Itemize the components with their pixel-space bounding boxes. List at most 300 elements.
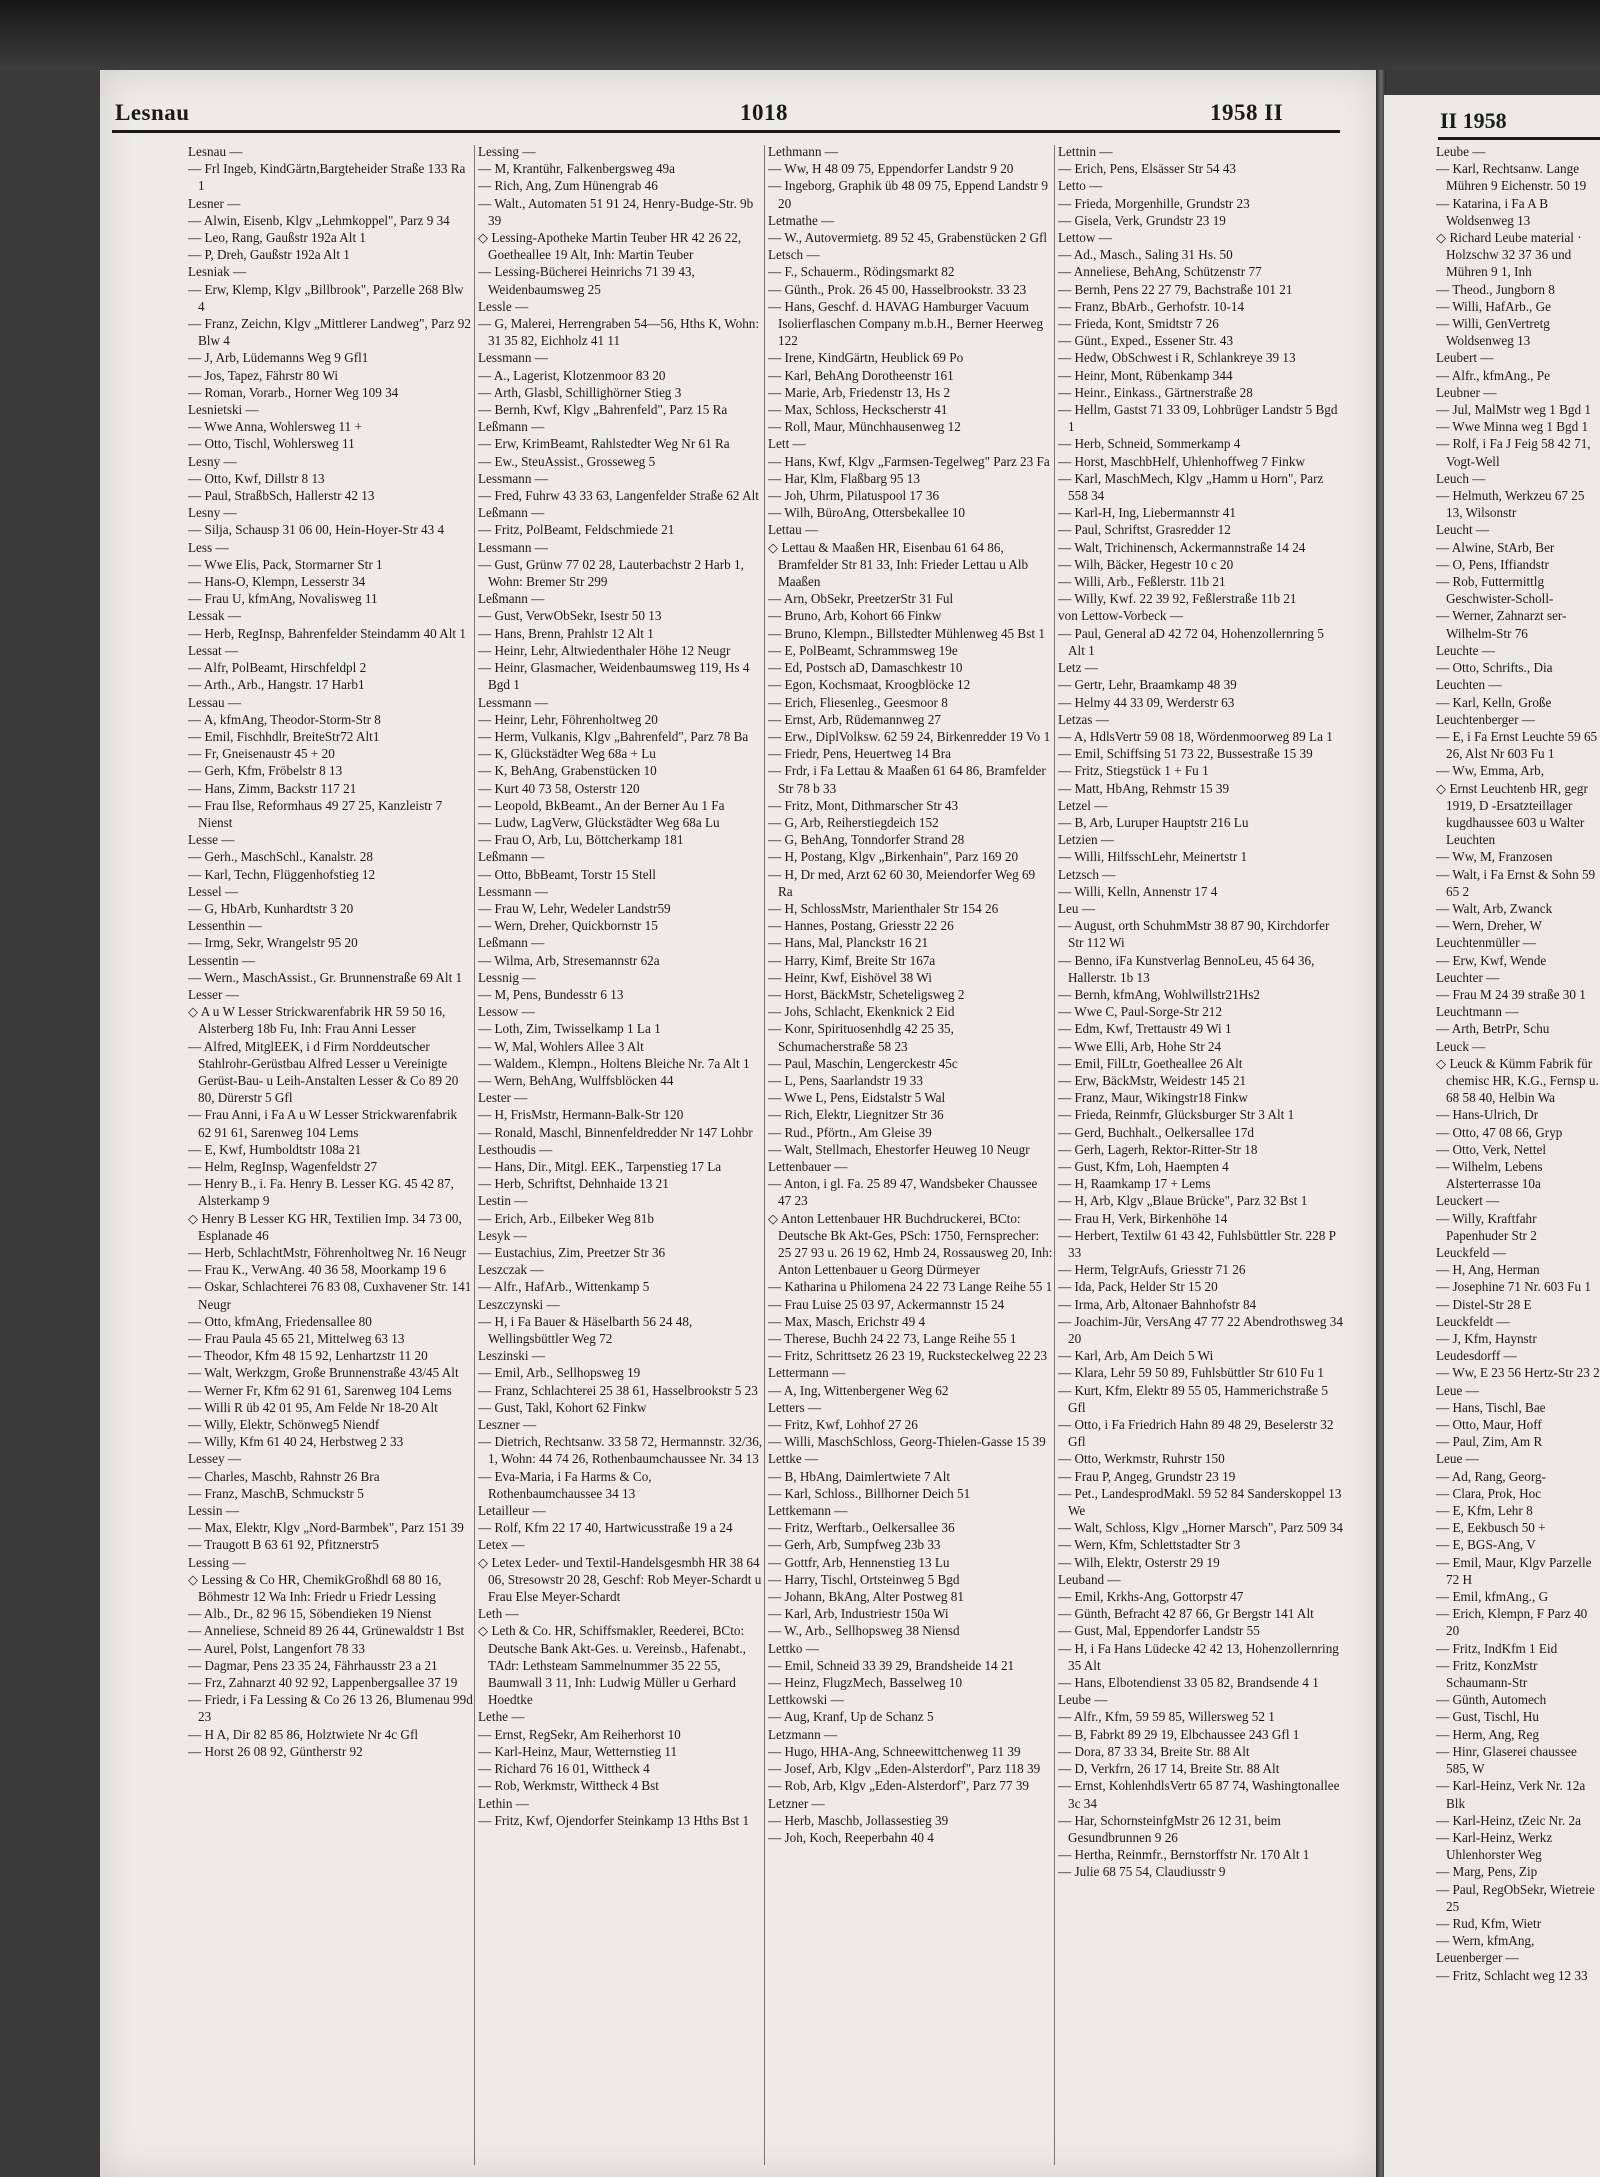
directory-entry: — Pet., LandesprodMakl. 59 52 84 Sanderskoppel 13 We	[1058, 1485, 1342, 1519]
column-divider	[764, 145, 765, 2165]
directory-entry: — O, Pens, Iffiandstr	[1436, 556, 1549, 572]
directory-entry: — Gust, Takl, Kohort 62 Finkw	[478, 1399, 647, 1415]
directory-entry: — Wern, kfmAng,	[1436, 1933, 1535, 1949]
directory-entry: — G, Arb, Reiherstiegdeich 152	[768, 814, 939, 830]
header-rule	[112, 130, 1340, 133]
directory-entry: Lettkowski —	[768, 1692, 844, 1708]
directory-entry: — Arth., Arb., Hangstr. 17 Harb1	[188, 677, 365, 693]
directory-entry: — Distel-Str 28 E	[1436, 1296, 1532, 1312]
directory-entry: — Otto, Maur, Hoff	[1436, 1417, 1542, 1433]
directory-entry: — Willy, Kwf. 22 39 92, Feßlerstraße 11b 21	[1058, 591, 1297, 607]
directory-entry: — Bruno, Klempn., Billstedter Mühlenweg 45 Bst 1	[768, 625, 1045, 641]
directory-entry: — Helm, RegInsp, Wagenfeldstr 27	[188, 1158, 378, 1174]
directory-entry: ◇ Leth & Co. HR, Schiffsmakler, Reederei, BCto: Deutsche Bank Akt-Ges. u. Vereinsb., Hafenabt., TAdr: Lethsteam Sammelnummer 35 22 55, Baumwall 3 11, Inh: Ludwig Müller u Gerhard Hoedtke	[478, 1623, 746, 1708]
directory-entry: — Ida, Pack, Helder Str 15 20	[1058, 1279, 1218, 1295]
directory-entry: — Gust, Tischl, Hu	[1436, 1709, 1539, 1725]
directory-entry: — Rich, Ang, Zum Hünengrab 46	[478, 178, 658, 194]
directory-entry: — Erw, Kwf, Wende	[1436, 952, 1547, 968]
directory-entry: — Wern, Kfm, Schlettstadter Str 3	[1058, 1537, 1241, 1553]
directory-entry: — Otto, i Fa Friedrich Hahn 89 48 29, Beselerstr 32 Gfl	[1058, 1417, 1334, 1450]
directory-entry: — Gottfr, Arb, Hennenstieg 13 Lu	[768, 1554, 950, 1570]
directory-entry: Less —	[188, 539, 229, 555]
directory-column-4	[1058, 143, 1343, 2173]
directory-entry: Leubner —	[1436, 384, 1497, 400]
directory-entry: — Hertha, Reinmfr., Bernstorffstr Nr. 170 Alt 1	[1058, 1847, 1310, 1863]
directory-entry: — Heinr, Lehr, Föhrenholtweg 20	[478, 711, 658, 727]
directory-entry: — E, Kfm, Lehr 8	[1436, 1503, 1533, 1519]
directory-entry: Letzel —	[1058, 797, 1108, 813]
directory-entry: — Katharina u Philomena 24 22 73 Lange Reihe 55 1	[768, 1279, 1053, 1295]
directory-entry: — Helmuth, Werkzeu 67 25 13, Wilsonstr	[1436, 488, 1585, 521]
directory-entry: — Konr, Spirituosenhdlg 42 25 35, Schumacherstraße 58 23	[768, 1021, 954, 1054]
directory-entry: — Werner Fr, Kfm 62 91 61, Sarenweg 104 Lems	[188, 1382, 452, 1398]
directory-entry: — E, BGS-Ang, V	[1436, 1537, 1536, 1553]
directory-entry: — Alb., Dr., 82 96 15, Söbendieken 19 Nienst	[188, 1606, 432, 1622]
directory-entry: — Werner, Zahnarzt ser-Wilhelm-Str 76	[1436, 608, 1567, 641]
directory-entry: Leßmann —	[478, 419, 545, 435]
directory-entry: — W., Autovermietg. 89 52 45, Grabenstücken 2 Gfl	[768, 230, 1048, 246]
directory-entry: — Harry, Kimf, Breite Str 167a	[768, 952, 936, 968]
directory-entry: Leßmann —	[478, 935, 545, 951]
directory-entry: — Matt, HbAng, Rehmstr 15 39	[1058, 780, 1230, 796]
directory-entry: — Erw, BäckMstr, Weidestr 145 21	[1058, 1072, 1247, 1088]
directory-entry: — Ww, M, Franzosen	[1436, 849, 1553, 865]
directory-entry: Letters —	[768, 1399, 822, 1415]
directory-entry: — P, Dreh, Gaußstr 192a Alt 1	[188, 247, 350, 263]
directory-entry: — Frieda, Reinmfr, Glücksburger Str 3 Alt 1	[1058, 1107, 1295, 1123]
directory-entry: — Fritz, Mont, Dithmarscher Str 43	[768, 797, 959, 813]
directory-entry: — G, BehAng, Tonndorfer Strand 28	[768, 832, 965, 848]
directory-entry: — Wilh, Elektr, Osterstr 29 19	[1058, 1554, 1220, 1570]
directory-entry: — Franz, Zeichn, Klgv „Mittlerer Landweg", Parz 92 Blw 4	[188, 316, 471, 349]
directory-entry: — Hugo, HHA-Ang, Schneewittchenweg 11 39	[768, 1743, 1021, 1759]
directory-entry: — Fritz, KonzMstr Schaumann-Str	[1436, 1657, 1538, 1691]
directory-entry: — M, Pens, Bundesstr 6 13	[478, 986, 624, 1002]
directory-entry: Lett —	[768, 436, 806, 452]
directory-entry: — E, Eekbusch 50 +	[1436, 1520, 1546, 1536]
directory-entry: Lesnietski —	[188, 402, 259, 418]
directory-entry: — Frau Luise 25 03 97, Ackermannstr 15 24	[768, 1296, 1005, 1312]
directory-entry: — Heinr., Einkass., Gärtnerstraße 28	[1058, 384, 1253, 400]
directory-entry: — Erich, Pens, Elsässer Str 54 43	[1058, 161, 1237, 177]
directory-entry: — Emil, Krkhs-Ang, Gottorpstr 47	[1058, 1589, 1244, 1605]
directory-entry: Letz —	[1058, 660, 1098, 676]
directory-entry: — Günth, Automech	[1436, 1692, 1547, 1708]
directory-entry: Letex —	[478, 1537, 525, 1553]
directory-entry: — Hans, Zimm, Backstr 117 21	[188, 780, 357, 796]
directory-entry: Lesniak —	[188, 264, 247, 280]
directory-entry: — Frau W, Lehr, Wedeler Landstr59	[478, 900, 671, 916]
directory-entry: Lesny —	[188, 505, 237, 521]
directory-entry: — Frau Ilse, Reformhaus 49 27 25, Kanzleistr 7 Nienst	[188, 797, 443, 830]
directory-entry: ◇ A u W Lesser Strickwarenfabrik HR 59 50 16, Alsterberg 18b Fu, Inh: Frau Anni Lesser	[188, 1004, 446, 1037]
directory-entry: — Alfr., HafArb., Wittenkamp 5	[478, 1279, 650, 1295]
directory-entry: — Leo, Rang, Gaußstr 192a Alt 1	[188, 230, 367, 246]
directory-entry: — Wwe C, Paul-Sorge-Str 212	[1058, 1004, 1222, 1020]
directory-entry: — Hans, Brenn, Prahlstr 12 Alt 1	[478, 625, 654, 641]
directory-entry: Lettko —	[768, 1640, 819, 1656]
directory-entry: Leßmann —	[478, 591, 545, 607]
directory-entry: Lessmann —	[478, 694, 548, 710]
directory-entry: — Günth, Befracht 42 87 66, Gr Bergstr 141 Alt	[1058, 1606, 1314, 1622]
directory-entry: — Frau Anni, i Fa A u W Lesser Strickwarenfabrik 62 91 61, Sarenweg 104 Lems	[188, 1107, 458, 1140]
directory-entry: — Hans, Mal, Planckstr 16 21	[768, 935, 929, 951]
directory-entry: — Herb, RegInsp, Bahrenfelder Steindamm 40 Alt 1	[188, 625, 466, 641]
directory-entry: — Charles, Maschb, Rahnstr 26 Bra	[188, 1468, 380, 1484]
directory-entry: — Hannes, Postang, Griesstr 22 26	[768, 918, 954, 934]
directory-entry: Lesse —	[188, 832, 235, 848]
directory-entry: ◇ Richard Leube material · Holzschw 32 37 36 und Mühren 9 1, Inh	[1436, 230, 1582, 280]
directory-entry: — H A, Dir 82 85 86, Holztwiete Nr 4c Gfl	[188, 1726, 419, 1742]
directory-entry: — Bernh, Kwf, Klgv „Bahrenfeld", Parz 15 Ra	[478, 402, 728, 418]
directory-entry: — Herm, Vulkanis, Klgv „Bahrenfeld", Parz 78 Ba	[478, 728, 749, 744]
directory-entry: Leuck —	[1436, 1038, 1486, 1054]
directory-entry: — Frau O, Arb, Lu, Böttcherkamp 181	[478, 832, 684, 848]
directory-entry: Letto —	[1058, 178, 1103, 194]
directory-entry: Lessmann —	[478, 350, 548, 366]
directory-entry: — Gerh., MaschSchl., Kanalstr. 28	[188, 849, 373, 865]
directory-entry: — Gisela, Verk, Grundstr 23 19	[1058, 212, 1226, 228]
directory-entry: Lessak —	[188, 608, 242, 624]
directory-entry: — Fritz, Schrittsetz 26 23 19, Rucksteckelweg 22 23	[768, 1348, 1048, 1364]
directory-entry: — Rolf, i Fa J Feig 58 42 71, Vogt-Well	[1436, 436, 1591, 469]
directory-entry: — H, Ang, Herman	[1436, 1262, 1540, 1278]
directory-entry: Leszczynski —	[478, 1296, 560, 1312]
directory-entry: — Herbert, Textilw 61 43 42, Fuhlsbüttler Str. 228 P 33	[1058, 1227, 1336, 1260]
directory-entry: Leu —	[1058, 900, 1095, 916]
directory-entry: — Wern., MaschAssist., Gr. Brunnenstraße 69 Alt 1	[188, 969, 463, 985]
directory-entry: — Emil, Schiffsing 51 73 22, Bussestraße 15 39	[1058, 746, 1313, 762]
directory-entry: — K, Glückstädter Weg 68a + Lu	[478, 746, 656, 762]
directory-entry: Letzner —	[768, 1795, 825, 1811]
directory-entry: — Paul, Maschin, Lengerckestr 45c	[768, 1055, 958, 1071]
directory-entry: — K, BehAng, Grabenstücken 10	[478, 763, 657, 779]
directory-entry: — Heinr, Kwf, Eishövel 38 Wi	[768, 969, 932, 985]
directory-entry: — W, Mal, Wohlers Allee 3 Alt	[478, 1038, 644, 1054]
directory-entry: — Waldem., Klempn., Holtens Bleiche Nr. 7a Alt 1	[478, 1055, 750, 1071]
directory-entry: — W., Arb., Sellhopsweg 38 Niensd	[768, 1623, 960, 1639]
page-number: 1018	[740, 100, 788, 125]
directory-entry: Lethe —	[478, 1709, 525, 1725]
directory-entry: — Paul, General aD 42 72 04, Hohenzollernring 5 Alt 1	[1058, 625, 1324, 658]
directory-entry: — Joh, Uhrm, Pilatuspool 17 36	[768, 488, 940, 504]
directory-entry: — Joachim-Jür, VersAng 47 77 22 Abendrothsweg 34 20	[1058, 1313, 1343, 1347]
directory-entry: — Erich, Arb., Eilbeker Weg 81b	[478, 1210, 654, 1226]
directory-entry: — Herb, Maschb, Jollassestieg 39	[768, 1812, 949, 1828]
directory-entry: — Anton, i gl. Fa. 25 89 47, Wandsbeker Chaussee 47 23	[768, 1176, 1038, 1209]
directory-entry: Leuchte —	[1436, 642, 1495, 658]
directory-entry: Leubert —	[1436, 350, 1494, 366]
directory-entry: Lettke —	[768, 1451, 819, 1467]
directory-entry: Lesnau —	[188, 144, 243, 159]
directory-entry: — Roll, Maur, Münchhausenweg 12	[768, 419, 961, 435]
directory-entry: Letzsch —	[1058, 866, 1116, 882]
directory-entry: — August, orth SchuhmMstr 38 87 90, Kirchdorfer Str 112 Wi	[1058, 918, 1330, 951]
directory-entry: — Frau K., VerwAng. 40 36 58, Moorkamp 19 6	[188, 1262, 446, 1278]
directory-entry: — Otto, Tischl, Wohlersweg 11	[188, 436, 355, 452]
directory-entry: — Theod., Jungborn 8	[1436, 281, 1555, 297]
directory-entry: — Lessing-Bücherei Heinrichs 71 39 43, Weidenbaumsweg 25	[478, 264, 695, 297]
directory-entry: — Dietrich, Rechtsanw. 33 58 72, Hermannstr. 32/36, 1, Wohn: 44 74 26, Rothenbaumchaussee Nr. 34 13	[478, 1434, 763, 1467]
directory-column-1	[188, 143, 473, 2173]
directory-entry: — Rob, Werkmstr, Wittheck 4 Bst	[478, 1778, 659, 1794]
directory-entry: — Gust, VerwObSekr, Isestr 50 13	[478, 608, 662, 624]
directory-entry: — Herm, TelgrAufs, Griesstr 71 26	[1058, 1262, 1246, 1278]
directory-entry: Lestin —	[478, 1193, 528, 1209]
directory-entry: — Anneliese, BehAng, Schützenstr 77	[1058, 264, 1262, 280]
directory-entry: — Egon, Kochsmaat, Kroogblöcke 12	[768, 677, 971, 693]
directory-entry: Letzmann —	[768, 1726, 838, 1742]
directory-entry: — Irene, KindGärtn, Heublick 69 Po	[768, 350, 964, 366]
directory-entry: — Anneliese, Schneid 89 26 44, Grünewaldstr 1 Bst	[188, 1623, 465, 1639]
directory-entry: — Wilhelm, Lebens Alsterterrasse 10a	[1436, 1158, 1543, 1192]
column-divider	[1054, 145, 1055, 2165]
directory-entry: — Gertr, Lehr, Braamkamp 48 39	[1058, 677, 1237, 693]
directory-entry: — Hans, Geschf. d. HAVAG Hamburger Vacuum Isolierflaschen Company m.b.H., Berner Heerweg 122	[768, 298, 1044, 349]
directory-entry: Lessmann —	[478, 539, 548, 555]
directory-entry: — H, i Fa Bauer & Häselbarth 56 24 48, Wellingsbüttler Weg 72	[478, 1313, 693, 1347]
directory-entry: Leube —	[1058, 1692, 1108, 1708]
directory-entry: Lessat —	[188, 642, 239, 658]
directory-entry: — Ad., Masch., Saling 31 Hs. 50	[1058, 247, 1233, 263]
directory-entry: ◇ Letex Leder- und Textil-Handelsgesmbh HR 38 64 06, Stresowstr 20 28, Geschf: Rob Meyer-Schardt u Frau Else Meyer-Schardt	[478, 1554, 762, 1605]
directory-entry: — Wilh, Bäcker, Hegestr 10 c 20	[1058, 556, 1234, 572]
directory-entry: — Frau H, Verk, Birkenhöhe 14	[1058, 1210, 1228, 1226]
directory-entry: Letmathe —	[768, 212, 835, 228]
directory-entry: — Hans, Dir., Mitgl. EEK., Tarpenstieg 17 La	[478, 1158, 722, 1174]
directory-entry: — E, i Fa Ernst Leuchte 59 65 26, Alst Nr 603 Fu 1	[1436, 728, 1598, 762]
directory-entry: — Willy, Kraftfahr Papenhuder Str 2	[1436, 1210, 1537, 1243]
directory-entry: Leucht —	[1436, 522, 1490, 538]
directory-entry: — H, SchlossMstr, Marienthaler Str 154 26	[768, 900, 999, 916]
directory-entry: — Benno, iFa Kunstverlag BennoLeu, 45 64 36, Hallerstr. 1b 13	[1058, 952, 1315, 985]
directory-entry: — Karl, Kelln, Große	[1436, 694, 1552, 710]
directory-entry: — Harry, Tischl, Ortsteinweg 5 Bgd	[768, 1571, 960, 1587]
directory-entry: — B, HbAng, Daimlertwiete 7 Alt	[768, 1468, 951, 1484]
directory-entry: — Franz, Schlachterei 25 38 61, Hasselbrookstr 5 23	[478, 1382, 758, 1398]
directory-entry: — Willy, Elektr, Schönweg5 Niendf	[188, 1417, 380, 1433]
column-divider	[474, 145, 475, 2165]
directory-entry: — Dora, 87 33 34, Breite Str. 88 Alt	[1058, 1743, 1250, 1759]
directory-entry: Lesser —	[188, 986, 239, 1002]
directory-entry: Lester —	[478, 1090, 528, 1106]
directory-entry: — Karl-Heinz, Werkz Uhlenhorster Weg	[1436, 1829, 1553, 1863]
directory-entry: Leuenberger —	[1436, 1950, 1519, 1966]
directory-entry: — Arth, Glasbl, Schillighörner Stieg 3	[478, 384, 682, 400]
directory-entry: — Wern, BehAng, Wulffsblöcken 44	[478, 1072, 674, 1088]
directory-entry: — L, Pens, Saarlandstr 19 33	[768, 1072, 923, 1088]
directory-entry: — Ww, E 23 56 Hertz-Str 23 2	[1436, 1365, 1600, 1381]
directory-entry: — Gerd, Buchhalt., Oelkersallee 17d	[1058, 1124, 1254, 1140]
directory-entry: — Heinr, Mont, Rübenkamp 344	[1058, 367, 1233, 383]
running-head-left: Lesnau	[115, 100, 190, 125]
directory-entry: Lettnin —	[1058, 144, 1113, 159]
directory-entry: von Lettow-Vorbeck —	[1058, 608, 1184, 624]
directory-entry: — Friedr, Pens, Heuertweg 14 Bra	[768, 746, 951, 762]
directory-entry: — Horst, MaschbHelf, Uhlenhoffweg 7 Finkw	[1058, 453, 1305, 469]
directory-entry: Leuchter —	[1436, 969, 1500, 985]
directory-entry: — Heinr, Lehr, Altwiedenthaler Höhe 12 Neugr	[478, 642, 731, 658]
directory-entry: Leuchtmann —	[1436, 1004, 1519, 1020]
directory-entry: — J, Kfm, Haynstr	[1436, 1331, 1537, 1347]
directory-entry: — Otto, Schrifts., Dia	[1436, 660, 1553, 676]
directory-entry: — Walt, Arb, Zwanck	[1436, 900, 1553, 916]
directory-entry: — Friedr, i Fa Lessing & Co 26 13 26, Blumenau 99d 23	[188, 1692, 473, 1725]
directory-entry: — Otto, kfmAng, Friedensallee 80	[188, 1313, 372, 1329]
directory-entry: — Josef, Arb, Klgv „Eden-Alsterdorf", Parz 118 39	[768, 1761, 1041, 1777]
directory-entry: — Rich, Elektr, Liegnitzer Str 36	[768, 1107, 944, 1123]
directory-entry: — Fritz, PolBeamt, Feldschmiede 21	[478, 522, 675, 538]
directory-entry: — Emil, Maur, Klgv Parzelle 72 H	[1436, 1554, 1592, 1587]
directory-entry: Leuband —	[1058, 1571, 1121, 1587]
directory-entry: — Johann, BkAng, Alter Postweg 81	[768, 1589, 964, 1605]
directory-entry: — Franz, MaschB, Schmuckstr 5	[188, 1485, 364, 1501]
directory-entry: Leuchten —	[1436, 677, 1502, 693]
directory-entry: — Emil, Arb., Sellhopsweg 19	[478, 1365, 641, 1381]
directory-entry: — Walt, Stellmach, Ehestorfer Heuweg 10 Neugr	[768, 1141, 1030, 1157]
directory-entry: — Clara, Prok, Hoc	[1436, 1485, 1542, 1501]
directory-entry: — Wilma, Arb, Stresemannstr 62a	[478, 952, 660, 968]
directory-entry: Leube —	[1436, 144, 1486, 159]
directory-entry: — Bernh, Pens 22 27 79, Bachstraße 101 21	[1058, 281, 1293, 297]
directory-entry: — Günt., Exped., Essener Str. 43	[1058, 333, 1234, 349]
directory-entry: — Loth, Zim, Twisselkamp 1 La 1	[478, 1021, 661, 1037]
directory-entry: — Arn, ObSekr, PreetzerStr 31 Ful	[768, 591, 954, 607]
directory-entry: — Fred, Fuhrw 43 33 63, Langenfelder Straße 62 Alt	[478, 488, 759, 504]
directory-entry: — Johs, Schlacht, Ekenknick 2 Eid	[768, 1004, 955, 1020]
directory-entry: — Erw, Klemp, Klgv „Billbrook", Parzelle 268 Blw 4	[188, 281, 464, 314]
directory-entry: — Emil, Schneid 33 39 29, Brandsheide 14 21	[768, 1657, 1015, 1673]
directory-entry: — Gust, Mal, Eppendorfer Landstr 55	[1058, 1623, 1260, 1639]
directory-entry: — Karl, Arb, Industriestr 150a Wi	[768, 1606, 949, 1622]
directory-entry: — Wern, Dreher, W	[1436, 918, 1542, 934]
directory-entry: — Gerh, Lagerh, Rektor-Ritter-Str 18	[1058, 1141, 1258, 1157]
directory-entry: — Willi, Kelln, Annenstr 17 4	[1058, 883, 1218, 899]
directory-entry: Leth —	[478, 1606, 519, 1622]
directory-entry: — Oskar, Schlachterei 76 83 08, Cuxhavener Str. 141 Neugr	[188, 1279, 472, 1312]
directory-entry: — Hans-Ulrich, Dr	[1436, 1107, 1539, 1123]
directory-entry: Letzas —	[1058, 711, 1109, 727]
directory-entry: — Karl-H, Ing, Liebermannstr 41	[1058, 505, 1236, 521]
directory-entry: ◇ Leuck & Kümm Fabrik für chemisc HR, K.G., Fernsp u. 68 58 40, Helbin Wa	[1436, 1055, 1599, 1106]
directory-entry: — Fritz, IndKfm 1 Eid	[1436, 1640, 1558, 1656]
directory-entry: Lettkemann —	[768, 1503, 848, 1519]
directory-entry: — Gerh, Arb, Sumpfweg 23b 33	[768, 1537, 941, 1553]
directory-entry: — Willi, HafArb., Ge	[1436, 298, 1551, 314]
directory-entry: — G, HbArb, Kunhardtstr 3 20	[188, 900, 354, 916]
directory-entry: — Wwe Elli, Arb, Hohe Str 24	[1058, 1038, 1222, 1054]
directory-entry: — Frau Paula 45 65 21, Mittelweg 63 13	[188, 1331, 405, 1347]
directory-entry: — Klara, Lehr 59 50 89, Fuhlsbüttler Str 610 Fu 1	[1058, 1365, 1324, 1381]
directory-entry: — Willi, MaschSchloss, Georg-Thielen-Gasse 15 39	[768, 1434, 1046, 1450]
directory-entry: — B, Fabrkt 89 29 19, Elbchaussee 243 Gfl 1	[1058, 1726, 1300, 1742]
directory-entry: — Arth, BetrPr, Schu	[1436, 1021, 1550, 1037]
directory-entry: — Alfr., kfmAng., Pe	[1436, 367, 1550, 383]
directory-entry: — Frdr, i Fa Lettau & Maaßen 61 64 86, Bramfelder Str 78 b 33	[768, 763, 1046, 796]
directory-entry: — Rolf, Kfm 22 17 40, Hartwicusstraße 19 a 24	[478, 1520, 733, 1536]
directory-entry: — A., Lagerist, Klotzenmoor 83 20	[478, 367, 666, 383]
directory-entry: — Karl-Heinz, Verk Nr. 12a Blk	[1436, 1778, 1586, 1811]
directory-entry: — Walt, i Fa Ernst & Sohn 59 65 2	[1436, 866, 1596, 899]
directory-entry: Leuckert —	[1436, 1193, 1500, 1209]
directory-entry: — Dagmar, Pens 23 35 24, Fährhausstr 23 a 21	[188, 1657, 438, 1673]
directory-entry: — Katarina, i Fa A B Woldsenweg 13	[1436, 195, 1549, 228]
directory-entry: Leue —	[1436, 1382, 1479, 1398]
directory-entry: — Franz, BbArb., Gerhofstr. 10-14	[1058, 298, 1245, 314]
directory-entry: Lethin —	[478, 1795, 529, 1811]
directory-entry: ◇ Henry B Lesser KG HR, Textilien Imp. 34 73 00, Esplanade 46	[188, 1210, 462, 1243]
directory-entry: — Günth., Prok. 26 45 00, Hasselbrookstr. 33 23	[768, 281, 1027, 297]
directory-entry: Leßmann —	[478, 505, 545, 521]
directory-entry: Leszinski —	[478, 1348, 546, 1364]
directory-entry: — Otto, BbBeamt, Torstr 15 Stell	[478, 866, 656, 882]
directory-entry: — Kurt, Kfm, Elektr 89 55 05, Hammerichstraße 5 Gfl	[1058, 1382, 1328, 1415]
directory-entry: Lesny —	[188, 453, 237, 469]
directory-entry: — Hedw, ObSchwest i R, Schlankreye 39 13	[1058, 350, 1296, 366]
directory-entry: — Willi, Arb., Feßlerstr. 11b 21	[1058, 574, 1226, 590]
directory-entry: — E, PolBeamt, Schrammsweg 19e	[768, 642, 958, 658]
directory-entry: — Leopold, BkBeamt., An der Berner Au 1 Fa	[478, 797, 725, 813]
directory-entry: — Ernst, KohlenhdlsVertr 65 87 74, Washingtonallee 3c 34	[1058, 1778, 1340, 1811]
directory-entry: — Marg, Pens, Zip	[1436, 1864, 1538, 1880]
directory-entry: — Karl, MaschMech, Klgv „Hamm u Horn", Parz 558 34	[1058, 470, 1324, 504]
directory-entry: Lessel —	[188, 883, 239, 899]
directory-entry: — Franz, Maur, Wikingstr18 Finkw	[1058, 1090, 1248, 1106]
directory-entry: — Otto, Kwf, Dillstr 8 13	[188, 470, 325, 486]
directory-entry: — Richard 76 16 01, Wittheck 4	[478, 1761, 650, 1777]
directory-entry: — Gerh, Kfm, Fröbelstr 8 13	[188, 763, 343, 779]
directory-entry: Leudesdorff —	[1436, 1348, 1517, 1364]
directory-entry: — Helmy 44 33 09, Werderstr 63	[1058, 694, 1235, 710]
directory-entry: — Ew., SteuAssist., Grosseweg 5	[478, 453, 656, 469]
next-page-running-head: II 1958	[1440, 108, 1507, 133]
directory-entry: — Irmg, Sekr, Wrangelstr 95 20	[188, 935, 358, 951]
directory-entry: — Fritz, Schlacht weg 12 33	[1436, 1967, 1588, 1983]
directory-entry: — Marie, Arb, Friedenstr 13, Hs 2	[768, 384, 951, 400]
directory-entry: — Horst 26 08 92, Güntherstr 92	[188, 1743, 363, 1759]
directory-entry: — Ludw, LagVerw, Glückstädter Weg 68a Lu	[478, 814, 720, 830]
directory-entry: — Theodor, Kfm 48 15 92, Lenhartzstr 11 20	[188, 1348, 428, 1364]
directory-entry: — Rob, Futtermittlg Geschwister-Scholl-	[1436, 574, 1554, 607]
directory-entry: — Horst, BäckMstr, Scheteligsweg 2	[768, 986, 965, 1002]
directory-entry: Lessow —	[478, 1004, 535, 1020]
directory-entry: Lessenthin —	[188, 918, 262, 934]
directory-entry: Letsch —	[768, 247, 820, 263]
directory-entry: — Hans, Elbotendienst 33 05 82, Brandsende 4 1	[1058, 1675, 1319, 1691]
directory-entry: — Roman, Vorarb., Horner Weg 109 34	[188, 384, 399, 400]
directory-entry: Lettermann —	[768, 1365, 846, 1381]
directory-entry: — Herb, Schneid, Sommerkamp 4	[1058, 436, 1241, 452]
directory-entry: — Aug, Kranf, Up de Schanz 5	[768, 1709, 934, 1725]
directory-entry: — Herb, Schriftst, Dehnhaide 13 21	[478, 1176, 669, 1192]
directory-column-2	[478, 143, 763, 2173]
directory-entry: — Karl, Rechtsanw. Lange Mühren 9 Eichenstr. 50 19	[1436, 161, 1587, 194]
directory-entry: — Ronald, Maschl, Binnenfeldredder Nr 147 Lohbr	[478, 1124, 753, 1140]
directory-entry: — Frau P, Angeg, Grundstr 23 19	[1058, 1468, 1236, 1484]
directory-entry: — Karl-Heinz, tZeic Nr. 2a	[1436, 1812, 1582, 1828]
directory-entry: — H, Raamkamp 17 + Lems	[1058, 1176, 1211, 1192]
directory-entry: — Hans, Tischl, Bae	[1436, 1399, 1546, 1415]
directory-entry: — Walt, Werkzgm, Große Brunnenstraße 43/45 Alt	[188, 1365, 459, 1381]
directory-entry: — Alfr., Kfm, 59 59 85, Willersweg 52 1	[1058, 1709, 1275, 1725]
directory-entry: — Karl, BehAng Dorotheenstr 161	[768, 367, 954, 383]
directory-entry: — J, Arb, Lüdemanns Weg 9 Gfl1	[188, 350, 369, 366]
directory-entry: Lessin —	[188, 1503, 239, 1519]
directory-entry: — Herm, Ang, Reg	[1436, 1726, 1539, 1742]
directory-entry: — Hinr, Glaserei chaussee 585, W	[1436, 1743, 1577, 1777]
directory-entry: Lessing —	[478, 144, 536, 159]
directory-entry: Letzien —	[1058, 832, 1115, 848]
